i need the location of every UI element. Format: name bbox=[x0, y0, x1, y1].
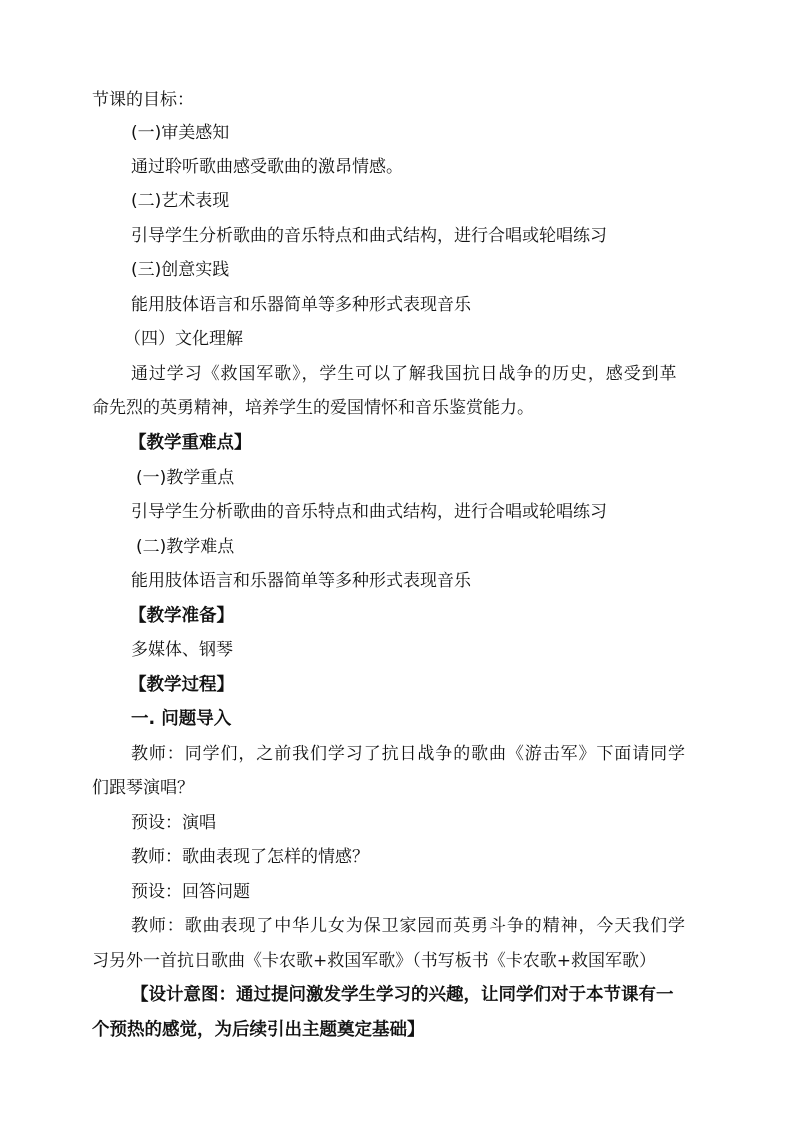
dialogue-line-7: 习另外一首抗日歌曲《卡农歌+救国军歌》（书写板书《卡农歌+救国军歌） bbox=[92, 951, 656, 971]
goal-text-3: 能用肢体语言和乐器简单等多种形式表现音乐 bbox=[131, 295, 471, 315]
dialogue-line-1: 教师：同学们，之前我们学习了抗日战争的歌曲《游击军》下面请同学 bbox=[131, 744, 686, 764]
goal-text-4-line-2: 命先烈的英勇精神，培养学生的爱国情怀和音乐鉴赏能力。 bbox=[92, 398, 534, 418]
focus-text: 引导学生分析歌曲的音乐特点和曲式结构，进行合唱或轮唱练习 bbox=[131, 502, 607, 522]
dialogue-line-5: 预设：回答问题 bbox=[131, 882, 250, 902]
dialogue-line-4: 教师：歌曲表现了怎样的情感？ bbox=[131, 847, 369, 867]
goal-heading-3: (三)创意实践 bbox=[131, 260, 230, 280]
goal-heading-1: (一)审美感知 bbox=[131, 123, 230, 143]
goal-text-1: 通过聆听歌曲感受歌曲的激昂情感。 bbox=[131, 157, 403, 177]
difficulty-text: 能用肢体语言和乐器简单等多种形式表现音乐 bbox=[131, 571, 471, 591]
goal-heading-4: （四）文化理解 bbox=[124, 329, 243, 349]
preparation-text: 多媒体、钢琴 bbox=[131, 640, 233, 660]
design-intent-line-1: 【设计意图：通过提问激发学生学习的兴趣，让同学们对于本节课有一 bbox=[131, 985, 674, 1005]
design-intent-line-2: 个预热的感觉，为后续引出主题奠定基础】 bbox=[92, 1020, 425, 1040]
dialogue-line-2: 们跟琴演唱？ bbox=[92, 778, 194, 798]
key-points-title: 【教学重难点】 bbox=[129, 433, 252, 453]
goal-text-2: 引导学生分析歌曲的音乐特点和曲式结构，进行合唱或轮唱练习 bbox=[131, 226, 607, 246]
goal-heading-2: (二)艺术表现 bbox=[131, 191, 230, 211]
preparation-title: 【教学准备】 bbox=[129, 606, 234, 626]
step1-heading: 一. 问题导入 bbox=[131, 709, 232, 729]
goal-text-4-line-1: 通过学习《救国军歌》，学生可以了解我国抗日战争的历史，感受到革 bbox=[131, 364, 678, 384]
intro-text: 节课的目标： bbox=[92, 90, 194, 110]
dialogue-line-3: 预设：演唱 bbox=[131, 813, 216, 833]
difficulty-heading: (二)教学难点 bbox=[136, 537, 235, 557]
dialogue-line-6: 教师：歌曲表现了中华儿女为保卫家园而英勇斗争的精神，今天我们学 bbox=[131, 916, 686, 936]
process-title: 【教学过程】 bbox=[129, 675, 234, 695]
focus-heading: (一)教学重点 bbox=[136, 468, 235, 488]
